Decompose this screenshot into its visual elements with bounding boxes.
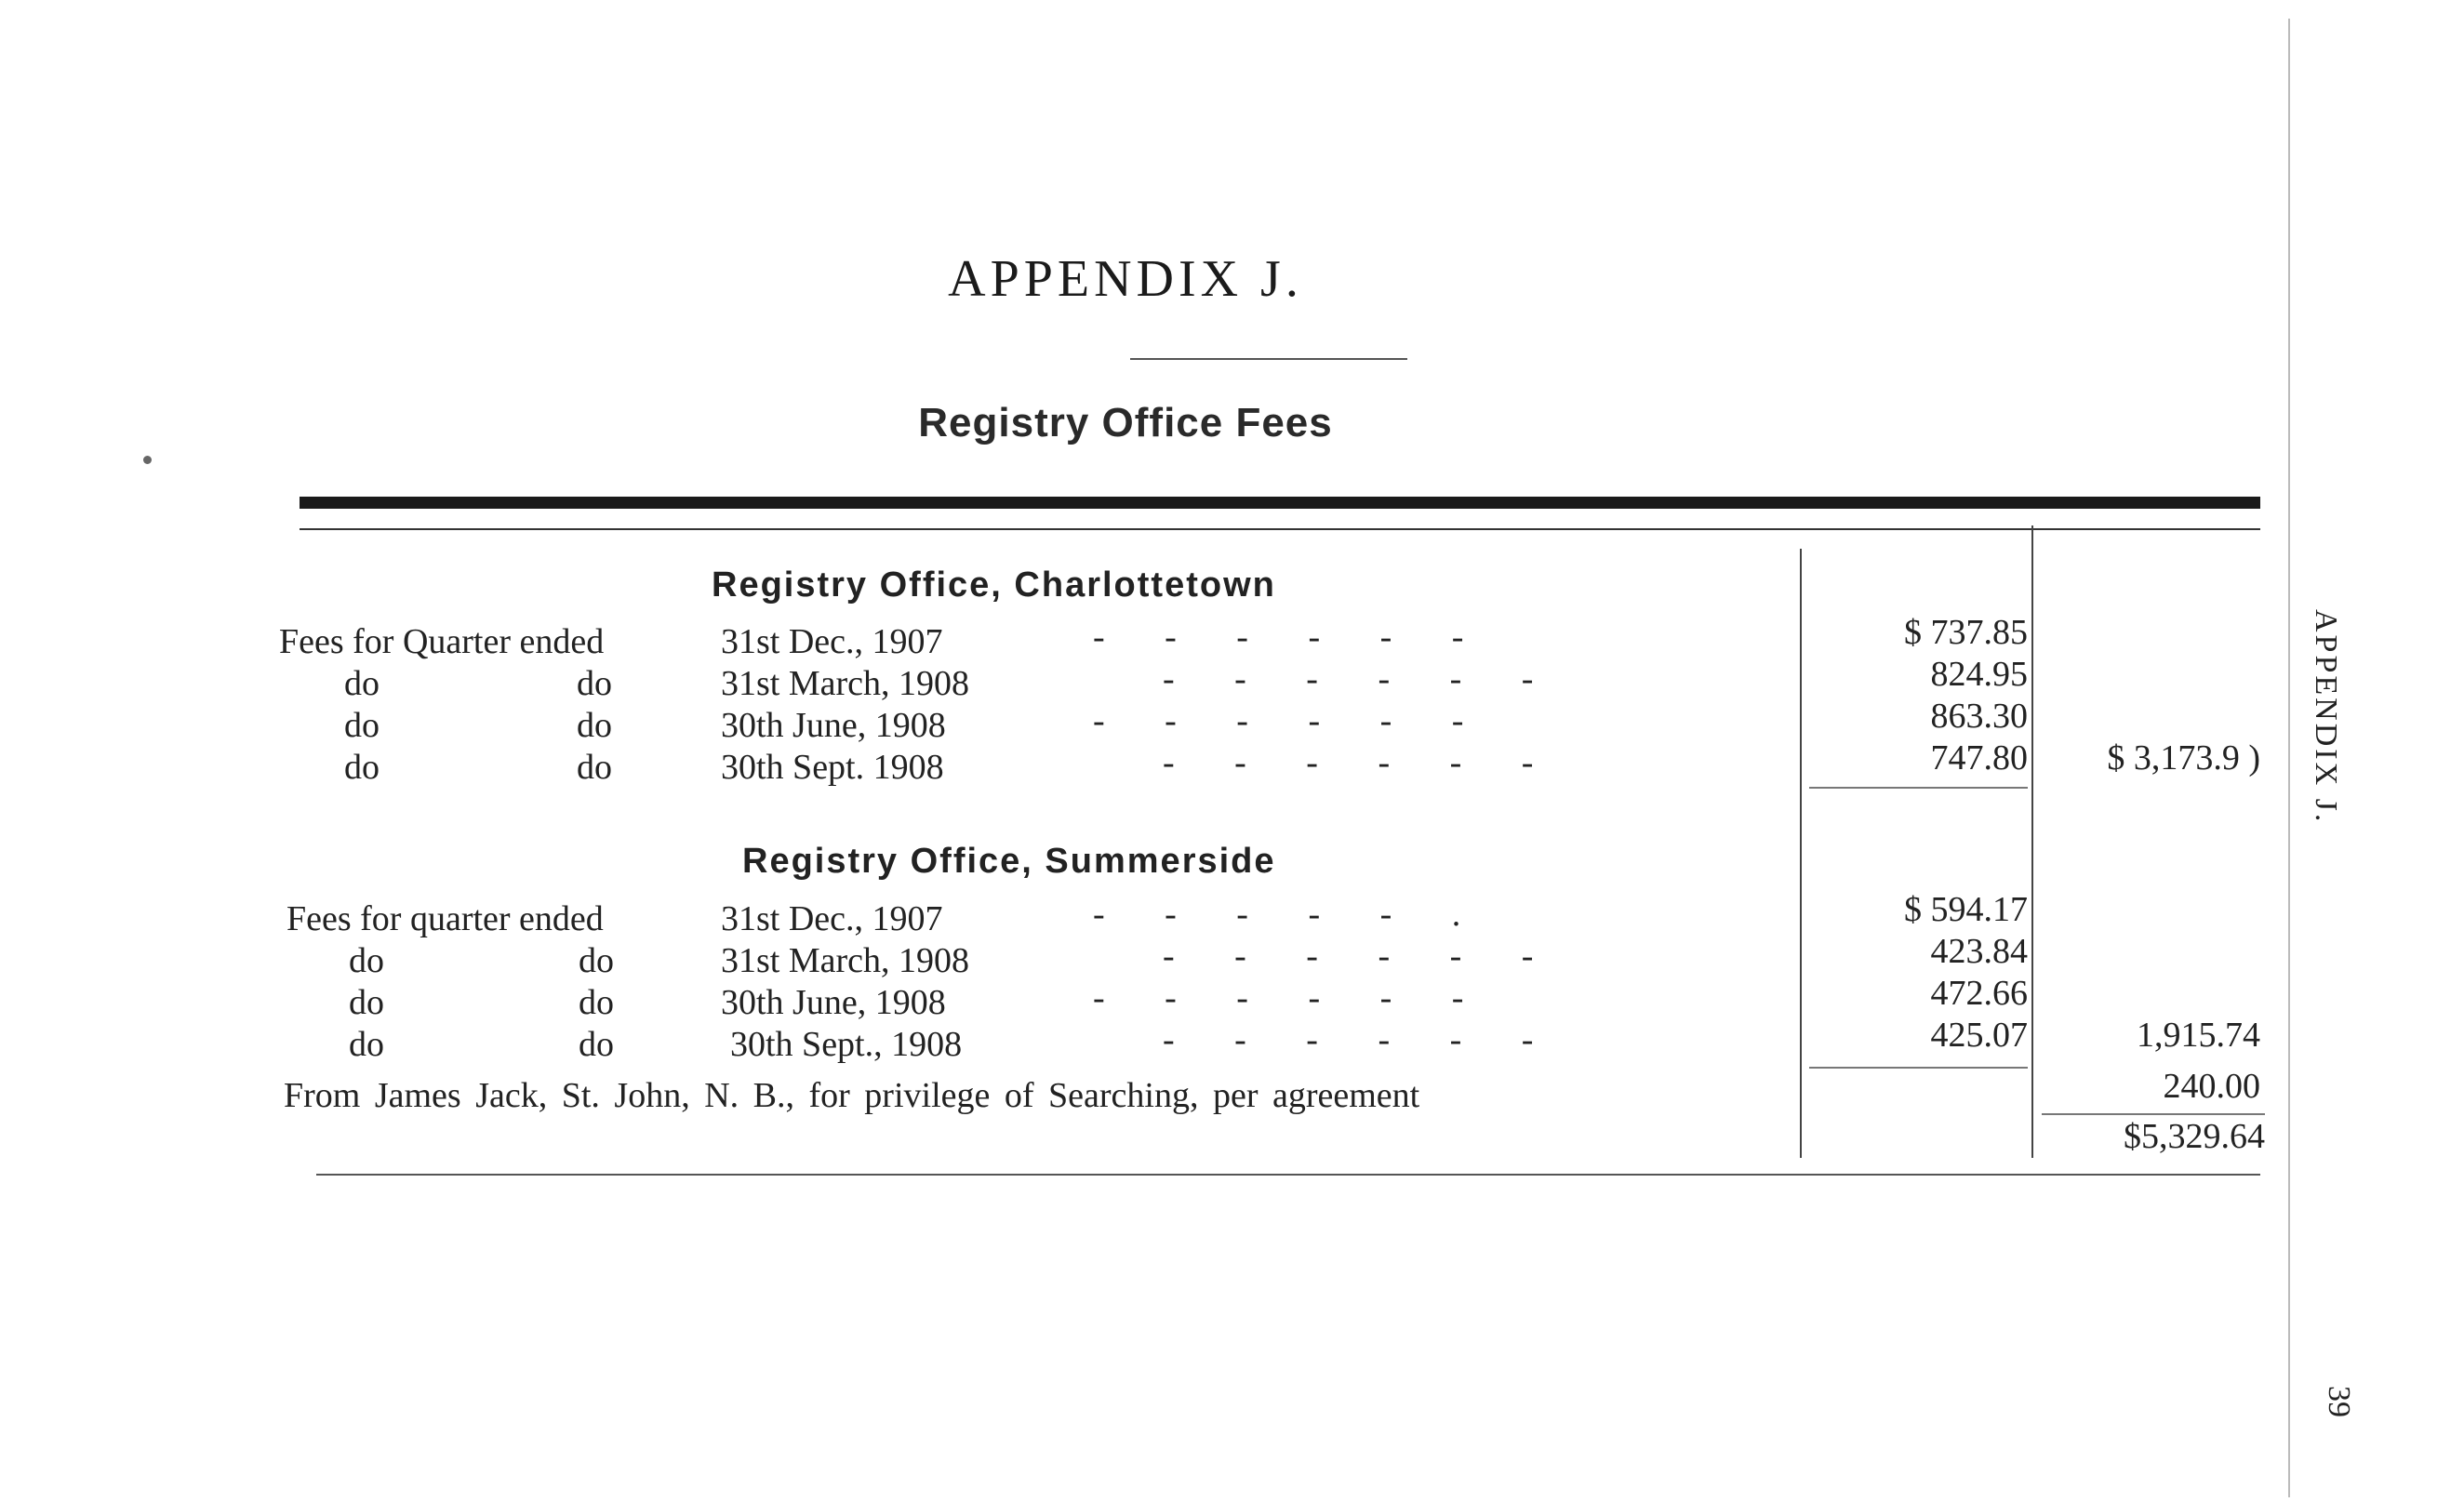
row-label: Fees for quarter ended — [286, 899, 604, 938]
leader-dashes: - - - - - - — [1093, 978, 1464, 1017]
row-date: 31st Dec., 1907 — [721, 899, 943, 938]
leader-dashes: - - - - - - — [1163, 1020, 1534, 1059]
ink-speck — [143, 456, 152, 464]
side-running-head: APPENDIX J. — [2309, 609, 2343, 825]
row-label-ditto: do — [579, 941, 614, 980]
row-amount: 423.84 — [1930, 932, 2028, 971]
row-amount-james-jack: 240.00 — [2163, 1067, 2260, 1106]
title-divider — [1130, 358, 1407, 360]
leader-dashes: - - - - - - — [1093, 701, 1464, 740]
leader-dashes: - - - - - . — [1093, 895, 1461, 934]
leader-dashes: - - - - - - — [1093, 618, 1464, 657]
row-label-ditto: do — [577, 748, 612, 787]
section-total-charlottetown: $ 3,173.9 ) — [2107, 738, 2260, 778]
grand-total: $5,329.64 — [2124, 1117, 2265, 1156]
section-heading-charlottetown: Registry Office, Charlottetown — [712, 565, 1276, 605]
subtotal-rule-charlottetown — [1809, 787, 2028, 789]
row-label: Fees for Quarter ended — [279, 622, 605, 661]
row-label-ditto: do — [577, 706, 612, 745]
page-margin-line — [2288, 19, 2290, 1497]
column-divider-left — [1800, 549, 1802, 1158]
table-top-thin-rule — [300, 528, 2260, 530]
row-date: 30th June, 1908 — [721, 983, 946, 1022]
page-title: APPENDIX J. — [948, 250, 1303, 308]
page-number: 39 — [2322, 1386, 2356, 1417]
grand-total-rule — [2042, 1113, 2265, 1115]
row-amount: 472.66 — [1930, 974, 2028, 1013]
row-date: 30th Sept. 1908 — [721, 748, 944, 787]
row-date: 30th Sept., 1908 — [730, 1025, 963, 1064]
row-label: do — [349, 941, 384, 980]
row-date: 31st Dec., 1907 — [721, 622, 943, 661]
column-divider-right — [2031, 525, 2033, 1158]
row-label: do — [344, 664, 380, 703]
row-label-ditto: do — [577, 664, 612, 703]
row-label: do — [349, 983, 384, 1022]
leader-dashes: - - - - - - — [1163, 937, 1534, 976]
leader-dashes: - - - - - - — [1163, 743, 1534, 782]
row-amount: 747.80 — [1930, 738, 2028, 778]
row-label-james-jack: From James Jack, St. John, N. B., for privilege of Searching, per agreement — [284, 1076, 1420, 1115]
page-subtitle: Registry Office Fees — [918, 400, 1333, 445]
row-amount: $ 594.17 — [1904, 890, 2028, 929]
row-amount: 824.95 — [1930, 655, 2028, 694]
row-label-ditto: do — [579, 983, 614, 1022]
row-label: do — [344, 748, 380, 787]
row-label-ditto: do — [579, 1025, 614, 1064]
section-total-summerside: 1,915.74 — [2137, 1016, 2260, 1055]
subtotal-rule-summerside — [1809, 1067, 2028, 1069]
table-top-thick-rule — [300, 497, 2260, 509]
row-amount: 425.07 — [1930, 1016, 2028, 1055]
row-date: 31st March, 1908 — [721, 664, 970, 703]
row-date: 31st March, 1908 — [721, 941, 970, 980]
row-label: do — [349, 1025, 384, 1064]
leader-dashes: - - - - - - — [1163, 659, 1534, 698]
row-label: do — [344, 706, 380, 745]
row-amount: $ 737.85 — [1904, 613, 2028, 652]
section-heading-summerside: Registry Office, Summerside — [742, 842, 1276, 881]
row-amount: 863.30 — [1930, 697, 2028, 736]
row-date: 30th June, 1908 — [721, 706, 946, 745]
table-bottom-rule — [316, 1174, 2260, 1176]
